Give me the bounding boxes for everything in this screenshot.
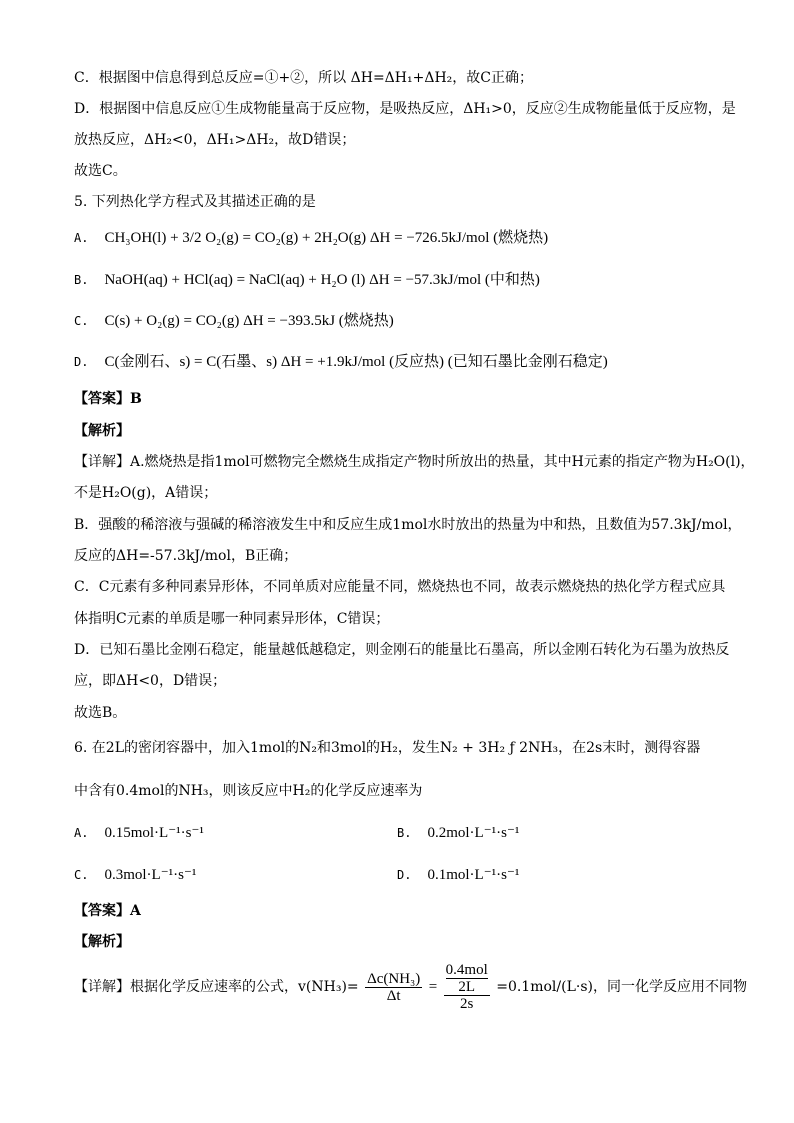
fraction-denominator: 2s bbox=[460, 996, 474, 1012]
question-5-detail-line-4: 反应的ΔH=-57.3kJ/mol，B正确； bbox=[74, 548, 298, 564]
option-label: C. bbox=[74, 314, 89, 328]
option-text: 0.2mol·L⁻¹·s⁻¹ bbox=[427, 825, 520, 841]
question-5-answer: 【答案】B bbox=[74, 391, 142, 407]
option-text: 0.1mol·L⁻¹·s⁻¹ bbox=[427, 867, 520, 883]
option-text: 0.3mol·L⁻¹·s⁻¹ bbox=[104, 867, 197, 883]
question-5-detail-line-6: 体指明C元素的单质是哪一种同素异形体，C错误； bbox=[74, 611, 390, 627]
option-text: 0.15mol·L⁻¹·s⁻¹ bbox=[104, 825, 204, 841]
rate-fraction-1 bbox=[365, 971, 422, 1004]
equals-sign: = bbox=[428, 979, 438, 995]
option-label: A. bbox=[74, 231, 89, 245]
question-6-detail-formula bbox=[74, 962, 747, 1012]
fraction-numerator: Δc(NH₃) bbox=[367, 970, 421, 987]
question-5-option-c bbox=[74, 311, 394, 331]
question-6-stem-line-1: 6. 在2L的密闭容器中，加入1mol的N₂和3mol的H₂，发生N₂ + 3H₂ ƒ 2NH₃，在2s末时，测得容器 bbox=[74, 740, 701, 756]
question-5-analysis-heading: 【解析】 bbox=[74, 423, 130, 439]
option-text: NaOH(aq) + HCl(aq) = NaCl(aq) + H₂O (l) ΔH = −57.3kJ/mol (中和热) bbox=[104, 272, 540, 288]
option-label: D. bbox=[74, 355, 89, 369]
question-5-detail-line-7: D．已知石墨比金刚石稳定，能量越低越稳定，则金刚石的能量比石墨高，所以金刚石转化为石墨为放热反 bbox=[74, 642, 730, 658]
option-label: D. bbox=[397, 868, 412, 882]
question-6-option-a bbox=[74, 823, 204, 843]
question-5-option-a bbox=[74, 228, 548, 248]
question-5-detail-line-1: 【详解】A.燃烧热是指1mol可燃物完全燃烧生成指定产物时所放出的热量，其中H元素的指定产物为H₂O(l)， bbox=[74, 454, 755, 470]
option-label: B. bbox=[397, 826, 412, 840]
question-5-detail-line-2: 不是H₂O(g)，A错误； bbox=[74, 485, 218, 501]
question-6-stem-line-2: 中含有0.4mol的NH₃，则该反应中H₂的化学反应速率为 bbox=[74, 783, 423, 799]
question-6-option-d bbox=[397, 865, 519, 885]
rate-fraction-2 bbox=[444, 962, 490, 1012]
question-6-analysis-heading: 【解析】 bbox=[74, 934, 130, 950]
question-5-stem: 5. 下列热化学方程式及其描述正确的是 bbox=[74, 194, 316, 210]
text-line-d-prev-1: D．根据图中信息反应①生成物能量高于反应物，是吸热反应，ΔH₁>0，反应②生成物能量低于反应物，是 bbox=[74, 101, 736, 117]
option-label: B. bbox=[74, 273, 89, 287]
option-label: C. bbox=[74, 868, 89, 882]
question-5-detail-line-8: 应，即ΔH<0，D错误； bbox=[74, 673, 227, 689]
inner-denominator: 2L bbox=[458, 979, 476, 995]
text-line-c-prev: C．根据图中信息得到总反应=①+②，所以 ΔH=ΔH₁+ΔH₂，故C正确； bbox=[74, 70, 533, 86]
question-6-option-b bbox=[397, 823, 519, 843]
question-5-detail-line-5: C．C元素有多种同素异形体，不同单质对应能量不同，燃烧热也不同，故表示燃烧热的热化学方程式应具 bbox=[74, 579, 726, 595]
option-label: A. bbox=[74, 826, 89, 840]
option-text: C(s) + O₂(g) = CO₂(g) ΔH = −393.5kJ (燃烧热) bbox=[104, 313, 394, 329]
question-6-option-c bbox=[74, 865, 196, 885]
formula-prefix: 【详解】根据化学反应速率的公式，v(NH₃)= bbox=[74, 979, 359, 995]
inner-numerator: 0.4mol bbox=[445, 962, 488, 978]
question-5-detail-line-3: B．强酸的稀溶液与强碱的稀溶液发生中和反应生成1mol水时放出的热量为中和热，且数值为57.3kJ/mol， bbox=[74, 517, 742, 533]
question-5-option-b bbox=[74, 270, 540, 290]
text-line-d-prev-2: 放热反应，ΔH₂<0，ΔH₁>ΔH₂，故D错误； bbox=[74, 132, 356, 148]
option-text: C(金刚石、s) = C(石墨、s) ΔH = +1.9kJ/mol (反应热) (已知石墨比金刚石稳定) bbox=[104, 354, 608, 370]
fraction-numerator bbox=[444, 962, 490, 996]
question-5-option-d bbox=[74, 352, 608, 372]
fraction-denominator: Δt bbox=[386, 987, 401, 1004]
option-text: CH₃OH(l) + 3/2 O₂(g) = CO₂(g) + 2H₂O(g) ΔH = −726.5kJ/mol (燃烧热) bbox=[104, 230, 549, 246]
formula-suffix: =0.1mol/(L·s)，同一化学反应用不同物 bbox=[496, 979, 747, 995]
text-line-choose-b: 故选B。 bbox=[74, 705, 127, 721]
question-6-answer: 【答案】A bbox=[74, 903, 141, 919]
text-line-choose-c: 故选C。 bbox=[74, 163, 127, 179]
